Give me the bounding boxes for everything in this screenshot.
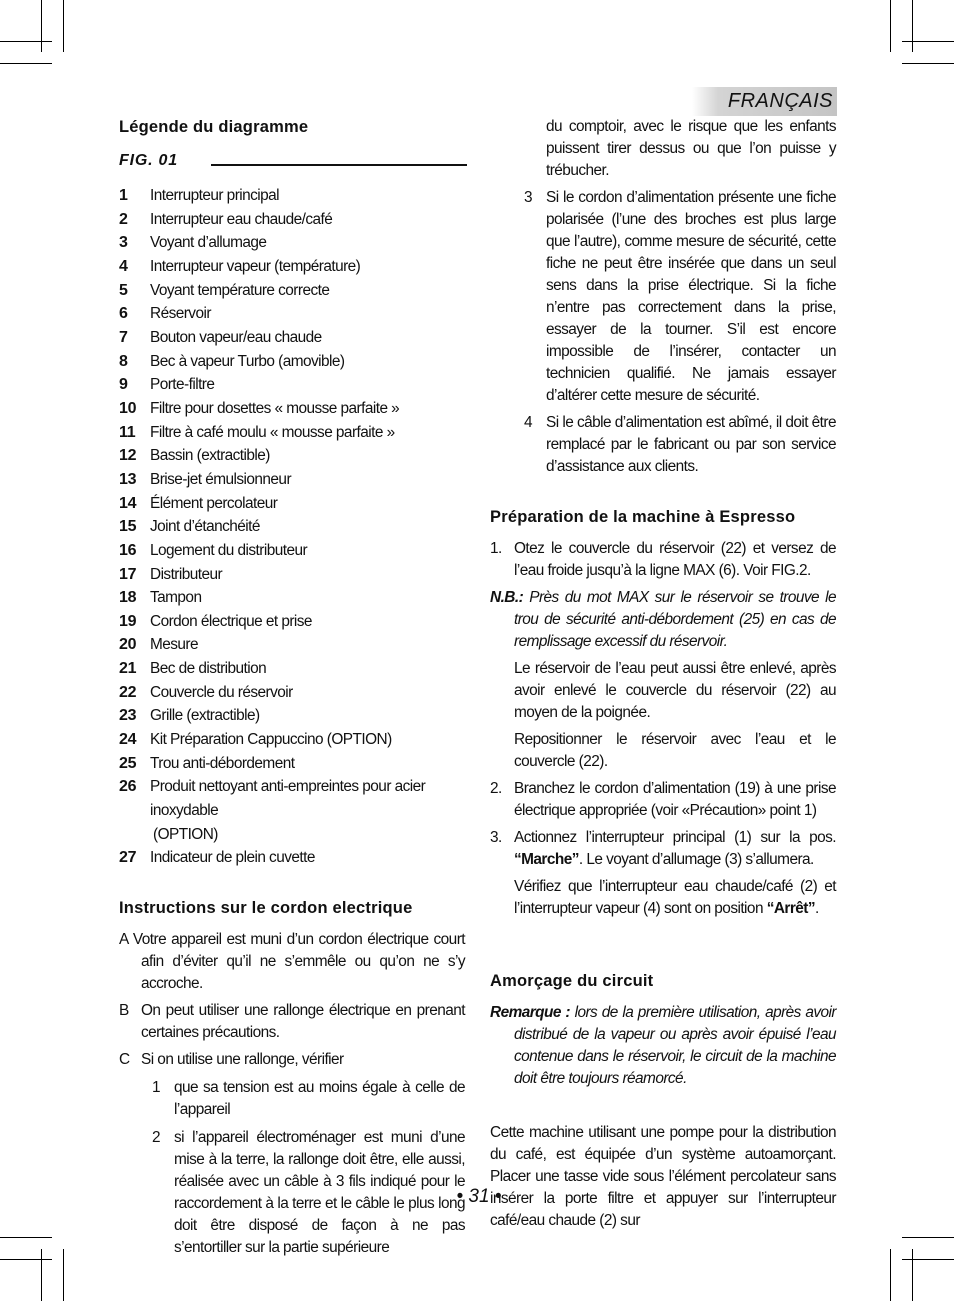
crop-mark <box>63 1249 64 1301</box>
cord-item-b-text: On peut utiliser une rallonge électrique en prenant certaines précautions. <box>141 1002 465 1042</box>
prep-step-3-emphasis: “Marche” <box>514 851 579 868</box>
cord-sub-3 <box>490 187 836 407</box>
legend-item-text: Indicateur de plein cuvette <box>150 849 315 867</box>
legend-item-text: Bassin (extractible) <box>150 447 270 465</box>
fig-rule <box>211 164 467 166</box>
legend-item-text: Filtre pour dosettes « mousse parfaite » <box>150 399 400 417</box>
legend-item-number: 23 <box>119 707 137 725</box>
legend-item-text: Voyant d’allumage <box>150 234 267 252</box>
legend-item-text: Interrupteur eau chaude/café <box>150 210 333 228</box>
legend-item-text: Réservoir <box>150 305 211 323</box>
legend-item-text: Bec à vapeur Turbo (amovible) <box>150 352 345 370</box>
legend-item <box>119 657 465 681</box>
legend-item-number: 24 <box>119 731 137 749</box>
legend-item <box>119 302 465 326</box>
priming-title: Amorçage du circuit <box>490 972 654 990</box>
priming-remark-text: lors de la première utilisation, après avoir distribué de la vapeur ou après avoir épuisé l’eau contenue dans le réservoir, le circuit de la machine doit être toujours réamorcé. <box>514 1004 837 1087</box>
legend-item-number: 14 <box>119 494 137 512</box>
prep-note <box>490 587 836 653</box>
legend-item-number: 7 <box>119 328 128 346</box>
cord-sub-2-text: si l’appareil électroménager est muni d’une mise à la terre, la rallonge doit être, elle aussi, réalisée avec un câble à 3 fils indiqué pour le raccordement à la terre et le câble le plus long doit être disposé de façon à ne pas s’entortiller sur la partie supérieure <box>174 1129 465 1257</box>
cord-sub-4-text: Si le câble d’alimentation est abîmé, il doit être remplacé par le fabricant ou par son service d’assistance aux clients. <box>546 414 836 475</box>
legend-item <box>119 492 465 516</box>
crop-mark <box>902 63 954 64</box>
legend-item <box>119 255 465 279</box>
prep-step-2-label: 2. <box>490 780 502 797</box>
prep-para-3-text-end: . <box>815 900 819 917</box>
legend-item-text: Logement du distributeur <box>150 541 308 559</box>
legend-item-text: Distributeur <box>150 565 223 583</box>
legend-item <box>119 468 465 492</box>
legend-item-text: Produit nettoyant anti-empreintes pour acier inoxydable <box>150 778 426 820</box>
crop-mark <box>902 1237 954 1238</box>
legend-item-text: Cordon électrique et prise <box>150 612 312 630</box>
legend-item-text: Filtre à café moulu « mousse parfaite » <box>150 423 395 441</box>
legend-item <box>119 752 465 776</box>
crop-mark <box>902 1259 954 1260</box>
legend-item <box>119 444 465 468</box>
legend-item-number: 25 <box>119 754 137 772</box>
prep-step-1 <box>490 538 836 582</box>
cord-item-c-text: Si on utilise une rallonge, vérifier <box>141 1051 344 1069</box>
priming-body: Cette machine utilisant une pompe pour la distribution du café, est équipée d’un système autoamorçant. Placer une tasse vide sous l’élément percolateur sans insérer la porte filtre et appuyer sur l’interrupteur café/eau chaude (2) sur <box>490 1124 836 1229</box>
crop-mark <box>912 0 913 52</box>
legend-item-number: 5 <box>119 281 128 299</box>
legend-item-text-continued: (OPTION) <box>153 825 218 843</box>
cord-title: Instructions sur le cordon electrique <box>119 899 413 918</box>
legend-item-text: Interrupteur principal <box>150 187 280 204</box>
legend-item <box>119 350 465 374</box>
legend-item-number: 12 <box>119 447 137 465</box>
cord-sub-4 <box>490 412 836 478</box>
legend-item-number: 6 <box>119 305 128 323</box>
legend-item-number: 22 <box>119 683 137 701</box>
legend-item-number: 1 <box>119 187 128 204</box>
legend-item-number: 17 <box>119 565 137 583</box>
legend-item <box>119 208 465 232</box>
cord-sub-4-label: 4 <box>524 414 533 431</box>
legend-item <box>119 184 465 208</box>
legend-item-text: Tampon <box>150 589 202 607</box>
left-column <box>119 116 465 1259</box>
prep-para-2: Repositionner le réservoir avec l’eau et le couvercle (22). <box>514 731 836 770</box>
crop-mark <box>890 1249 891 1301</box>
language-tab <box>692 87 837 116</box>
legend-item-text: Kit Préparation Cappuccino (OPTION) <box>150 731 392 749</box>
cord-sub-2-continued: du comptoir, avec le risque que les enfants puissent tirer dessus ou que l’on puisse y trébucher. <box>546 118 836 179</box>
prep-note-label: N.B.: <box>490 589 524 606</box>
legend-item-text: Grille (extractible) <box>150 707 260 725</box>
crop-mark <box>0 41 52 42</box>
prep-step-1-label: 1. <box>490 540 502 557</box>
prep-step-2 <box>490 778 836 822</box>
prep-step-3-text: Actionnez l’interrupteur principal (1) sur la pos. <box>514 829 836 846</box>
cord-item-b-label: B <box>119 1002 129 1020</box>
cord-sub-3-text: Si le cordon d’alimentation présente une fiche polarisée (l’une des broches est plus large que l’autre), comme mesure de sécurité, cette fiche ne peut être insérée que dans un seul sens dans la prise électrique. Si la fiche n’entre pas correctement dans la prise, essayer de la tourner. S’il est encore impossible de l’insérer, contacter un technicien qualifié. Ne jamais essayer d’altérer cette mesure de sécurité. <box>546 189 836 404</box>
legend-item <box>119 397 465 421</box>
right-column <box>490 116 836 1232</box>
legend-item-number: 19 <box>119 612 137 630</box>
prep-para-3 <box>490 876 836 920</box>
language-label: FRANÇAIS <box>727 90 833 112</box>
legend-item-text: Voyant température correcte <box>150 281 330 299</box>
legend-item <box>119 775 465 846</box>
page-number: • 31 • <box>456 1186 502 1207</box>
prep-para-3-emphasis: “Arrêt” <box>766 900 816 917</box>
legend-item-number: 9 <box>119 376 128 394</box>
legend-item-text: Mesure <box>150 636 199 654</box>
legend-item <box>119 373 465 397</box>
crop-mark <box>41 0 42 52</box>
legend-item-number: 13 <box>119 470 137 488</box>
crop-mark <box>890 0 891 52</box>
crop-mark <box>41 1249 42 1301</box>
legend-item <box>119 681 465 705</box>
legend-item-number: 11 <box>119 423 136 441</box>
cord-item-c <box>119 1049 465 1071</box>
legend-item-text: Interrupteur vapeur (température) <box>150 257 361 275</box>
legend-item <box>119 846 465 870</box>
legend-item-text: Bouton vapeur/eau chaude <box>150 328 322 346</box>
legend-item <box>119 515 465 539</box>
legend-item-number: 4 <box>119 257 128 275</box>
legend-item-text: Joint d’étanchéité <box>150 518 260 536</box>
prep-title: Préparation de la machine à Espresso <box>490 508 796 526</box>
legend-item-text: Couvercle du réservoir <box>150 683 293 701</box>
legend-item <box>119 633 465 657</box>
legend-item <box>119 231 465 255</box>
prep-step-1-text: Otez le couvercle du réservoir (22) et versez de l’eau froide jusqu’à la ligne MAX (6). Voir FIG.2. <box>514 540 836 579</box>
priming-remark-label: Remarque : <box>490 1004 571 1021</box>
prep-step-3 <box>490 827 836 871</box>
legend-item-number: 3 <box>119 234 128 252</box>
legend-list <box>119 184 465 870</box>
legend-item-number: 8 <box>119 352 128 370</box>
cord-sub-1-text: que sa tension est au moins égale à celle de l’appareil <box>174 1079 465 1119</box>
fig-label: FIG. 01 <box>119 152 178 169</box>
prep-step-2-text: Branchez le cordon d’alimentation (19) à une prise électrique appropriée (voir «Précaution» point 1) <box>514 780 836 819</box>
legend-item-number: 18 <box>119 589 137 607</box>
legend-item-number: 2 <box>119 210 128 228</box>
legend-item <box>119 563 465 587</box>
legend-item-number: 16 <box>119 541 137 559</box>
legend-item-number: 26 <box>119 778 137 796</box>
legend-item <box>119 326 465 350</box>
legend-item-text: Brise-jet émulsionneur <box>150 470 292 488</box>
legend-item-text: Trou anti-débordement <box>150 754 295 772</box>
legend-item <box>119 539 465 563</box>
cord-item-a <box>119 929 465 995</box>
prep-note-text: Près du mot MAX sur le réservoir se trouve le trou de sécurité anti-débordement (25) en cas de remplissage excessif du réservoir. <box>514 589 836 650</box>
cord-sub-3-label: 3 <box>524 189 533 206</box>
cord-item-c-label: C <box>119 1051 130 1069</box>
prep-para-3-text: Vérifiez que l’interrupteur eau chaude/café (2) et l’interrupteur vapeur (4) sont on position <box>514 878 836 917</box>
legend-item-text: Élément percolateur <box>150 494 278 512</box>
prep-step-3-label: 3. <box>490 829 502 846</box>
cord-sub-2 <box>119 1127 465 1259</box>
legend-item-text: Bec de distribution <box>150 660 267 678</box>
legend-item <box>119 279 465 303</box>
legend-item-number: 21 <box>119 660 137 678</box>
legend-item-number: 10 <box>119 399 137 417</box>
crop-mark <box>0 63 52 64</box>
cord-sub-1 <box>119 1077 465 1121</box>
legend-item-number: 27 <box>119 849 137 867</box>
legend-item-number: 20 <box>119 636 137 654</box>
crop-mark <box>912 1249 913 1301</box>
cord-sub-2-label: 2 <box>152 1129 161 1147</box>
crop-mark <box>0 1259 52 1260</box>
crop-mark <box>902 41 954 42</box>
crop-mark <box>63 0 64 52</box>
prep-para-1: Le réservoir de l’eau peut aussi être enlevé, après avoir enlevé le couvercle du réservoir (22) au moyen de la poignée. <box>514 660 836 721</box>
legend-item <box>119 421 465 445</box>
legend-item-text: Porte-filtre <box>150 376 215 394</box>
priming-remark <box>490 1002 836 1090</box>
legend-title: Légende du diagramme <box>119 118 309 136</box>
legend-item <box>119 586 465 610</box>
prep-step-3-text-end: . Le voyant d’allumage (3) s’allumera. <box>578 851 814 868</box>
cord-sub-1-label: 1 <box>152 1079 161 1097</box>
cord-item-a-text: A Votre appareil est muni d’un cordon électrique court afin d’éviter qu’il ne s’emmêle ou qu’on ne s’y accroche. <box>119 931 465 993</box>
crop-mark <box>0 1237 52 1238</box>
fig-row <box>119 150 465 174</box>
legend-item <box>119 728 465 752</box>
cord-item-b <box>119 1000 465 1044</box>
legend-item <box>119 704 465 728</box>
legend-item-number: 15 <box>119 518 137 536</box>
legend-item <box>119 610 465 634</box>
